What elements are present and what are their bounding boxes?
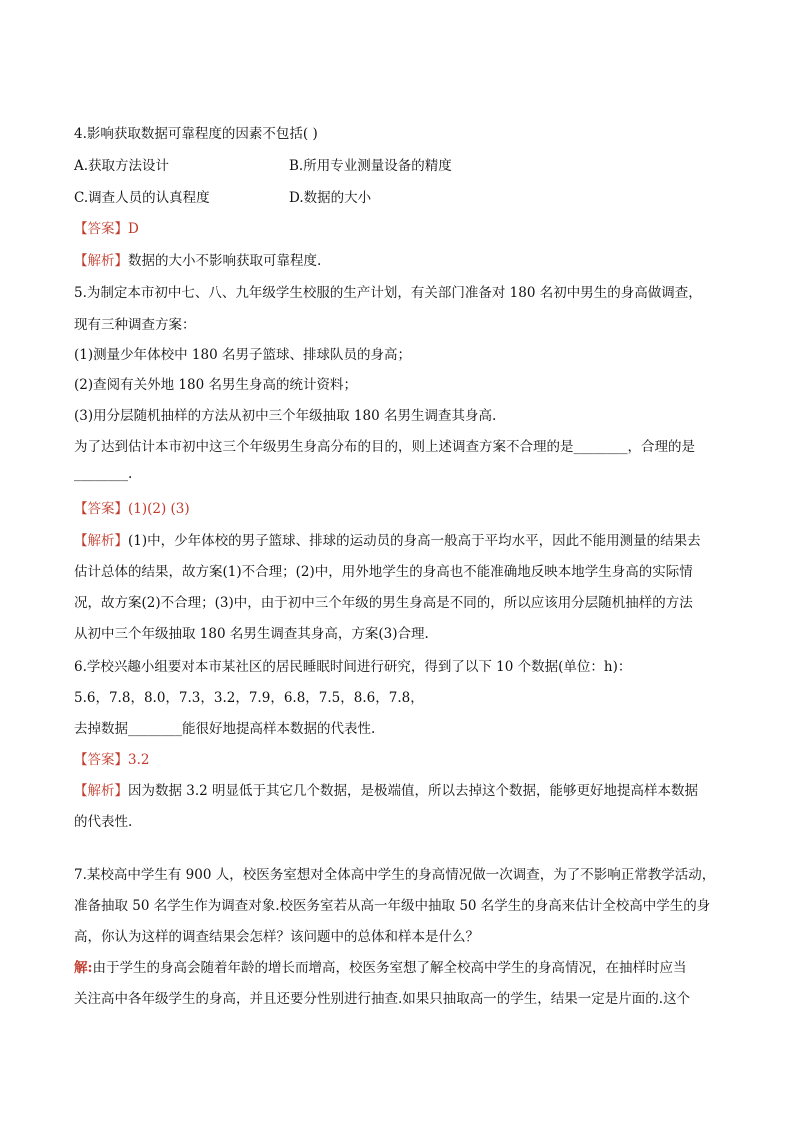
q4-analysis: 数据的大小不影响获取可靠程度.	[128, 253, 322, 269]
analysis-tag: 【解析】	[74, 783, 128, 799]
q7-solution-line	[74, 956, 686, 976]
q4-answer: D	[128, 221, 139, 237]
q5-stem-line: ________.	[74, 466, 133, 482]
q5-analysis-line: 从初中三个年级抽取 180 名男生调查其身高，方案(3)合理.	[74, 626, 429, 642]
q6-answer: 3.2	[128, 752, 150, 768]
analysis-tag: 【解析】	[74, 533, 128, 549]
q4-answer-line	[74, 217, 139, 237]
q7-stem-line: 准备抽取 50 名学生作为调查对象.校医务室若从高一年级中抽取 50 名学生的身高来估计全校高中学生的身	[74, 898, 711, 914]
answer-tag: 【答案】	[74, 501, 128, 517]
answer-tag: 【答案】	[74, 752, 128, 768]
q6-analysis-line: 的代表性.	[74, 814, 133, 830]
q6-stem-line: 6.学校兴趣小组要对本市某社区的居民睡眠时间进行研究，得到了以下 10 个数据(单位：h)：	[74, 659, 632, 675]
q5-answer: (1)(2) (3)	[128, 501, 190, 517]
q5-plan-1: (1)测量少年体校中 180 名男子篮球、排球队员的身高；	[74, 347, 411, 363]
q5-stem-line: 现有三种调查方案：	[74, 317, 196, 333]
q5-analysis-line: 估计总体的结果，故方案(1)不合理；(2)中，用外地学生的身高也不能准确地反映本地学生身高的实际情	[74, 564, 693, 580]
q6-answer-line	[74, 748, 149, 768]
q5-stem-line: 为了达到估计本市初中这三个年级男生身高分布的目的，则上述调查方案不合理的是________，合理的是	[74, 439, 695, 455]
q5-plan-2: (2)查阅有关外地 180 名男生身高的统计资料；	[74, 377, 357, 393]
q4-option-a: A.获取方法设计	[74, 158, 170, 174]
q4-stem: 4.影响获取数据可靠程度的因素不包括( )	[74, 126, 318, 142]
q6-data-values: 5.6，7.8，8.0，7.3，3.2，7.9，6.8，7.5，8.6，7.8，	[74, 690, 424, 706]
q5-answer-line	[74, 497, 190, 517]
q5-plan-3: (3)用分层随机抽样的方法从初中三个年级抽取 180 名男生调查其身高.	[74, 408, 497, 424]
q7-solution: 由于学生的身高会随着年龄的增长而增高，校医务室想了解全校高中学生的身高情况，在抽样时应当	[92, 960, 687, 976]
solution-tag: 解:	[74, 960, 93, 976]
q4-option-b: B.所用专业测量设备的精度	[289, 158, 452, 174]
q4-analysis-line	[74, 249, 321, 269]
q6-analysis: 因为数据 3.2 明显低于其它几个数据，是极端值，所以去掉这个数据，能够更好地提高样本数据	[128, 783, 699, 799]
q4-option-d: D.数据的大小	[289, 190, 372, 206]
q7-stem-line: 7.某校高中学生有 900 人，校医务室想对全体高中学生的身高情况做一次调查，为了不影响正常教学活动，	[74, 867, 716, 883]
q7-stem-line: 高，你认为这样的调查结果会怎样？该问题中的总体和样本是什么？	[74, 929, 479, 945]
analysis-tag: 【解析】	[74, 253, 128, 269]
q5-stem-line: 5.为制定本市初中七、八、九年级学生校服的生产计划，有关部门准备对 180 名初中男生的身高做调查，	[74, 285, 702, 301]
answer-tag: 【答案】	[74, 221, 128, 237]
q4-option-c: C.调查人员的认真程度	[74, 190, 210, 206]
q6-stem-line: 去掉数据________能很好地提高样本数据的代表性.	[74, 721, 376, 737]
q6-analysis-line	[74, 779, 698, 799]
q5-analysis-line	[74, 529, 701, 549]
q7-solution-line: 关注高中各年级学生的身高，并且还要分性别进行抽查.如果只抽取高一的学生，结果一定是片面的.这个	[74, 991, 691, 1007]
q5-analysis-line: 况，故方案(2)不合理；(3)中，由于初中三个年级的男生身高是不同的，所以应该用分层随机抽样的方法	[74, 595, 693, 611]
q5-analysis: (1)中，少年体校的男子篮球、排球的运动员的身高一般高于平均水平，因此不能用测量的结果去	[128, 533, 701, 549]
